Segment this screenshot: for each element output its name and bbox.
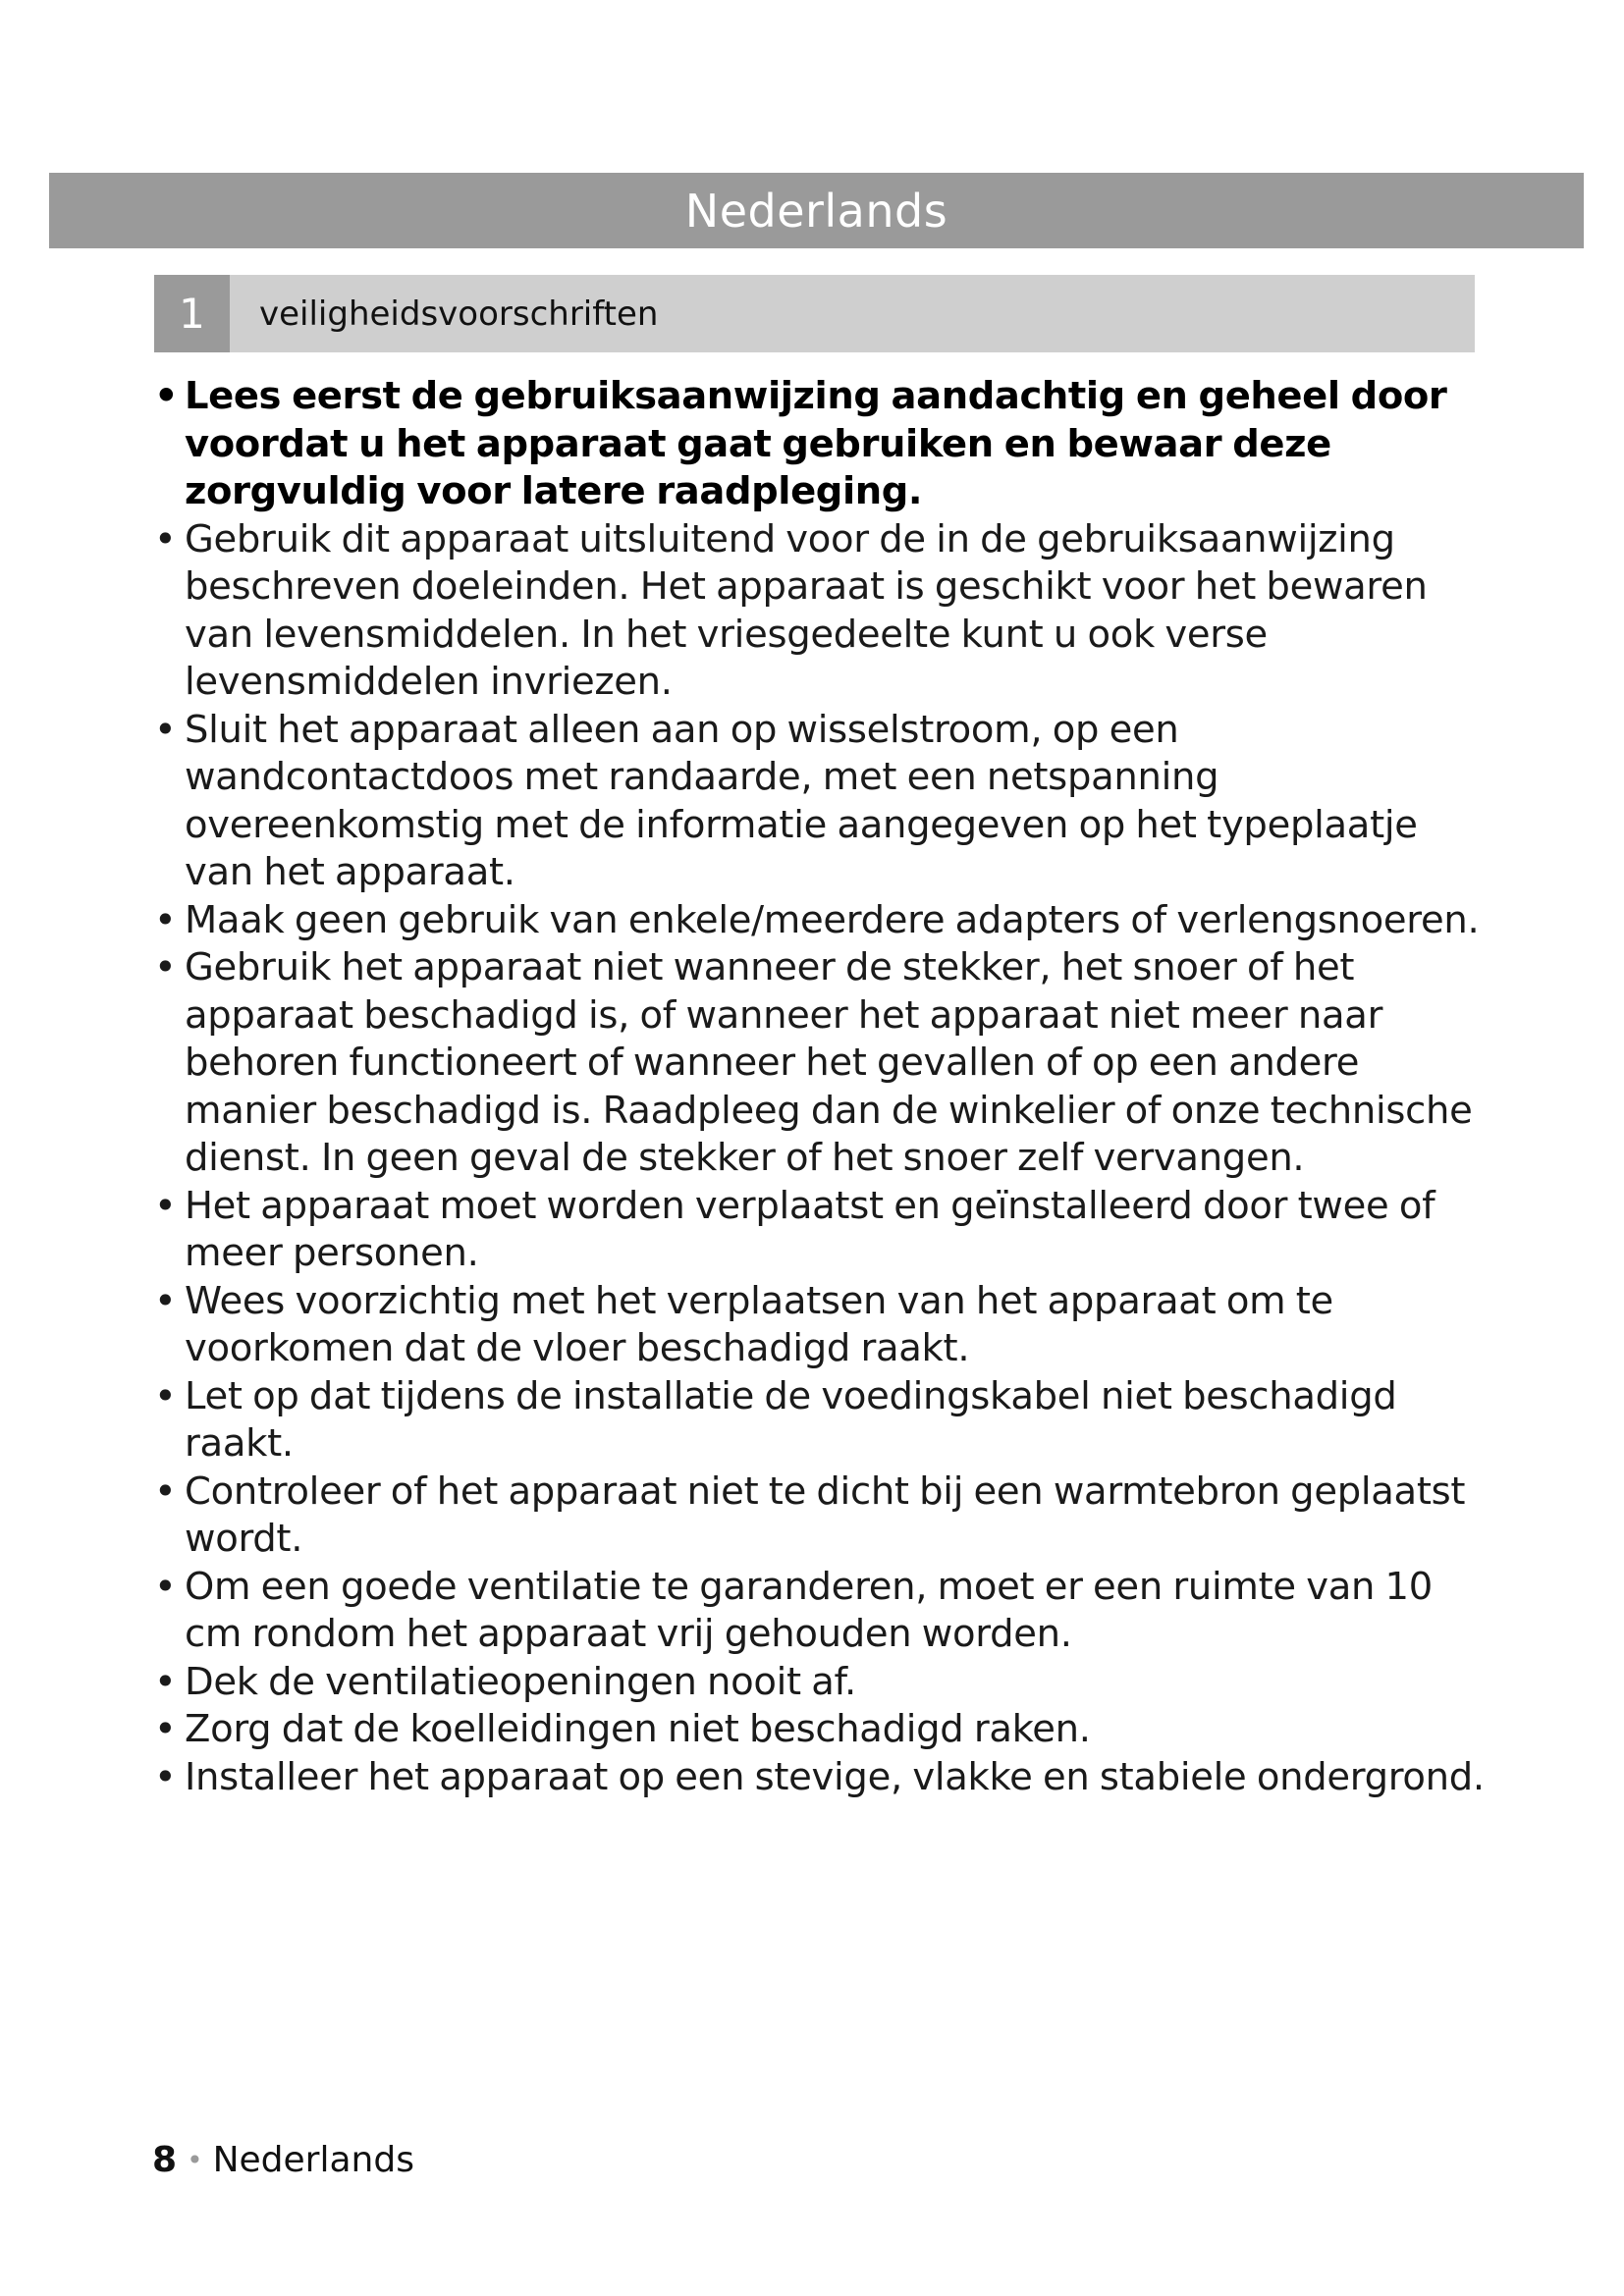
language-banner-title: Nederlands — [684, 184, 948, 238]
section-header — [154, 275, 1475, 352]
list-item — [152, 1564, 1488, 1659]
list-item-text: Wees voorzichtig met het verplaatsen van het apparaat om te voorkomen dat de vloer beschadigd raakt. — [185, 1278, 1333, 1370]
safety-rules-list — [152, 373, 1488, 1801]
language-banner — [49, 173, 1584, 248]
list-item-text: Sluit het apparaat alleen aan op wisselstroom, op een wandcontactdoos met randaarde, met een netspanning overeenkomstig met de informatie aangegeven op het typeplaatje van het apparaat. — [185, 707, 1418, 894]
bullet-icon: • — [154, 516, 177, 561]
bullet-icon: • — [154, 1468, 177, 1514]
list-item — [152, 707, 1488, 897]
bullet-icon: • — [154, 1659, 177, 1704]
list-item — [152, 944, 1488, 1183]
list-item — [152, 1659, 1488, 1707]
list-item — [152, 897, 1488, 945]
page-footer — [152, 2140, 414, 2180]
footer-language: Nederlands — [212, 2140, 414, 2180]
list-item — [152, 1373, 1488, 1468]
footer-separator: • — [187, 2144, 203, 2176]
bullet-icon: • — [154, 1754, 177, 1799]
list-item-text: Installeer het apparaat op een stevige, vlakke en stabiele ondergrond. — [185, 1754, 1485, 1799]
bullet-icon: • — [154, 1278, 177, 1323]
bullet-icon: • — [154, 707, 177, 752]
list-item — [152, 1183, 1488, 1278]
list-item-text: Het apparaat moet worden verplaatst en geïnstalleerd door twee of meer personen. — [185, 1183, 1435, 1275]
section-number: 1 — [154, 275, 230, 352]
list-item-text: Maak geen gebruik van enkele/meerdere adapters of verlengsnoeren. — [185, 897, 1480, 942]
list-item — [152, 516, 1488, 707]
list-item-text: Gebruik het apparaat niet wanneer de stekker, het snoer of het apparaat beschadigd is, of wanneer het apparaat niet meer naar behoren functioneert of wanneer het gevallen of op een andere manier beschadigd is. Raadpleeg dan de winkelier of onze technische dienst. In geen geval de stekker of het snoer zelf vervangen. — [185, 945, 1473, 1180]
list-item-text: Gebruik dit apparaat uitsluitend voor de in de gebruiksaanwijzing beschreven doeleinden. Het apparaat is geschikt voor het bewaren van levensmiddelen. In het vriesgedeelte kunt u ook verse levensmiddelen invriezen. — [185, 516, 1428, 704]
bullet-icon: • — [154, 374, 179, 418]
list-item — [152, 1706, 1488, 1754]
bullet-icon: • — [154, 1707, 177, 1751]
bullet-icon: • — [154, 897, 177, 942]
section-title: veiligheidsvoorschriften — [259, 294, 659, 334]
list-item-text: Controleer of het apparaat niet te dicht bij een warmtebron geplaatst wordt. — [185, 1468, 1466, 1561]
list-item-text: Zorg dat de koelleidingen niet beschadigd raken. — [185, 1707, 1091, 1751]
list-item-text: Let op dat tijdens de installatie de voedingskabel niet beschadigd raakt. — [185, 1373, 1397, 1466]
list-item — [152, 1278, 1488, 1373]
bullet-icon: • — [154, 1373, 177, 1418]
list-item — [152, 373, 1488, 516]
bullet-icon: • — [154, 1183, 177, 1228]
bullet-icon: • — [154, 1564, 177, 1609]
list-item-text: Dek de ventilatieopeningen nooit af. — [185, 1659, 856, 1704]
list-item — [152, 1754, 1488, 1802]
page-number: 8 — [152, 2140, 178, 2180]
bullet-icon: • — [154, 945, 177, 989]
list-item-text: Om een goede ventilatie te garanderen, moet er een ruimte van 10 cm rondom het apparaat vrij gehouden worden. — [185, 1564, 1433, 1656]
list-item — [152, 1468, 1488, 1564]
list-item-text: Lees eerst de gebruiksaanwijzing aandachtig en geheel door voordat u het apparaat gaat gebruiken en bewaar deze zorgvuldig voor latere raadpleging. — [185, 374, 1447, 513]
